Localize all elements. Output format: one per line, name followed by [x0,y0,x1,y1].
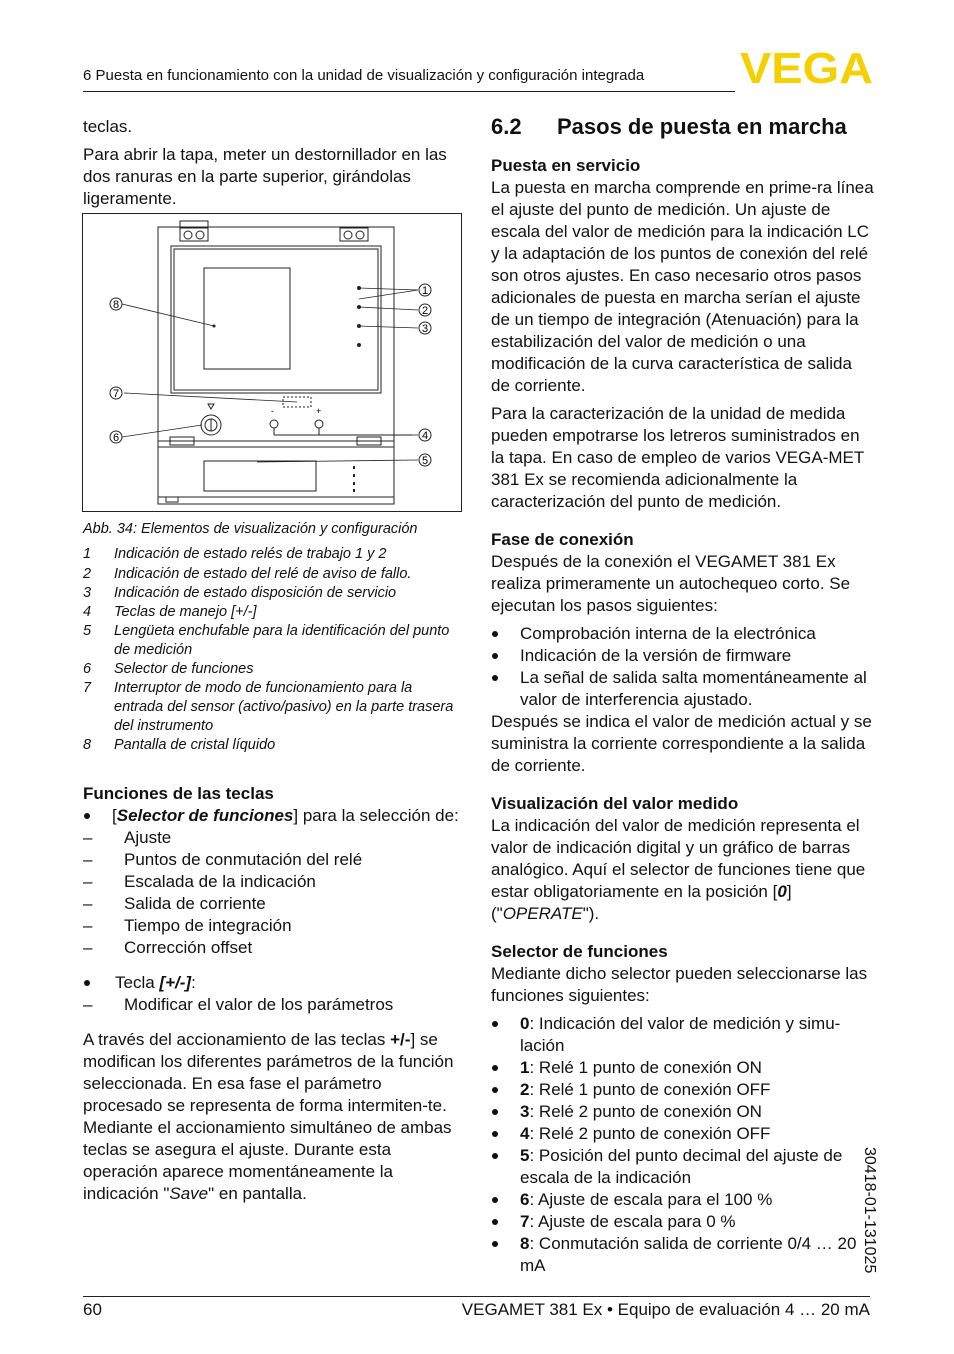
startup-list [491,623,874,711]
device-figure [82,213,463,513]
svg-text:6: 6 [112,432,120,444]
svg-text:4: 4 [421,430,429,442]
list-item: 7: Ajuste de escala para 0 % [491,1211,874,1233]
chapter-header: 6 Puesta en funcionamiento con la unidad de visualización y configuración integrada [83,67,645,84]
document-id: 30418-01-131025 [861,1147,878,1274]
list-item: – Corrección offset [83,937,463,959]
keys-list [83,805,463,827]
svg-text:+: + [316,406,322,416]
list-item: 0: Indicación del valor de medición y simu-lación [491,1013,874,1057]
list-item: 1: Relé 1 punto de conexión ON [491,1057,874,1079]
svg-text:5: 5 [421,455,429,467]
svg-text:1: 1 [421,285,429,297]
section-heading: Visualización del valor medido [491,794,739,813]
list-item: – Salida de corriente [83,893,463,915]
paragraph: teclas. [83,117,133,136]
section-heading: Puesta en servicio [491,156,641,175]
section-heading: Selector de funciones [491,942,668,961]
keys-list [83,972,463,994]
section-heading: Fase de conexión [491,530,634,549]
list-item: 4: Relé 2 punto de conexión OFF [491,1123,874,1145]
section-heading: Funciones de las teclas [83,784,274,803]
list-item: – Puntos de conmutación del relé [83,849,463,871]
keys-section [83,783,463,1205]
lcd-display [204,268,290,369]
right-column [491,155,874,1277]
paragraph: Después de la conexión el VEGAMET 381 Ex realiza primeramente un autochequeo corto. Se ejecutan los pasos siguientes: [491,552,851,615]
list-item: [Selector de funciones] para la selección de: [83,805,463,827]
selector-list [491,1013,874,1277]
svg-text:2: 2 [421,305,429,317]
paragraph: Para abrir la tapa, meter un destornillador en las dos ranuras en la parte superior, girándolas ligeramente. [83,145,447,208]
list-item: La señal de salida salta momentáneamente al valor de interferencia ajustado. [491,667,874,711]
keys-sublist [83,994,463,1016]
paragraph: Mediante dicho selector pueden seleccionarse las funciones siguientes: [491,964,868,1005]
list-item: – Tiempo de integración [83,915,463,937]
header-rule [83,91,735,92]
footer-rule [83,1296,870,1297]
section-title: 6.2 Pasos de puesta en marcha [491,114,847,139]
label-tab [204,461,316,491]
footer-title: VEGAMET 381 Ex • Equipo de evaluación 4 … 20 mA [461,1300,870,1319]
list-item: Indicación de la versión de firmware [491,645,874,667]
list-item: 8: Conmutación salida de corriente 0/4 … 20 mA [491,1233,874,1277]
svg-text:-: - [271,406,274,416]
left-column [83,116,463,210]
svg-text:7: 7 [112,388,120,400]
list-item: – Ajuste [83,827,463,849]
paragraph: Para la caracterización de la unidad de medida pueden empotrarse los letreros suministrados en la tapa. En caso de empleo de varios VEGA-MET 381 Ex se recomienda adicionalmente la caracterización del punto de medición. [491,404,864,511]
paragraph: Después se indica el valor de medición actual y se suministra la corriente correspondiente a la salida de corriente. [491,712,872,775]
list-item: – Modificar el valor de los parámetros [83,994,463,1016]
paragraph: A través del accionamiento de las teclas +/-] se modifican los diferentes parámetros de la función seleccionada. En esa fase el parámetro procesado se representa de forma intermiten-te. Mediante el accionamiento simultáneo de ambas teclas se asegura el ajuste. Durante esta operación aparece momentáneamente la indicación "Save" en pantalla. [83,1030,454,1203]
vega-logo [740,50,873,86]
list-item: 3: Relé 2 punto de conexión ON [491,1101,874,1123]
list-item: Tecla [+/-]: [83,972,463,994]
page-number: 60 [83,1300,102,1319]
keys-sublist [83,827,463,959]
svg-text:3: 3 [421,323,429,335]
figure-caption: Abb. 34: Elementos de visualización y configuración [83,521,418,537]
paragraph: La puesta en marcha comprende en prime-ra línea el ajuste del punto de medición. Un ajuste de escala del valor de medición para la indicación LC y la adaptación de los puntos de conexión del relé son otros ajustes. En caso necesario otros pasos adicionales de puesta en marcha serían el ajuste de un tiempo de integración (Atenuación) para la estabilización del valor de medición o una modificación de la curva característica de salida de corriente. [491,178,874,395]
list-item: Comprobación interna de la electrónica [491,623,874,645]
list-item: 6: Ajuste de escala para el 100 % [491,1189,874,1211]
paragraph: La indicación del valor de medición representa el valor de indicación digital y un gráfico de barras analógico. Aquí el selector de funciones tiene que estar obligatoriamente en la posición [0] ("OPERATE"). [491,816,866,923]
list-item: – Escalada de la indicación [83,871,463,893]
list-item: 5: Posición del punto decimal del ajuste de escala de la indicación [491,1145,874,1189]
list-item: 2: Relé 1 punto de conexión OFF [491,1079,874,1101]
svg-text:VEGA: VEGA [740,50,873,86]
svg-text:8: 8 [112,299,120,311]
